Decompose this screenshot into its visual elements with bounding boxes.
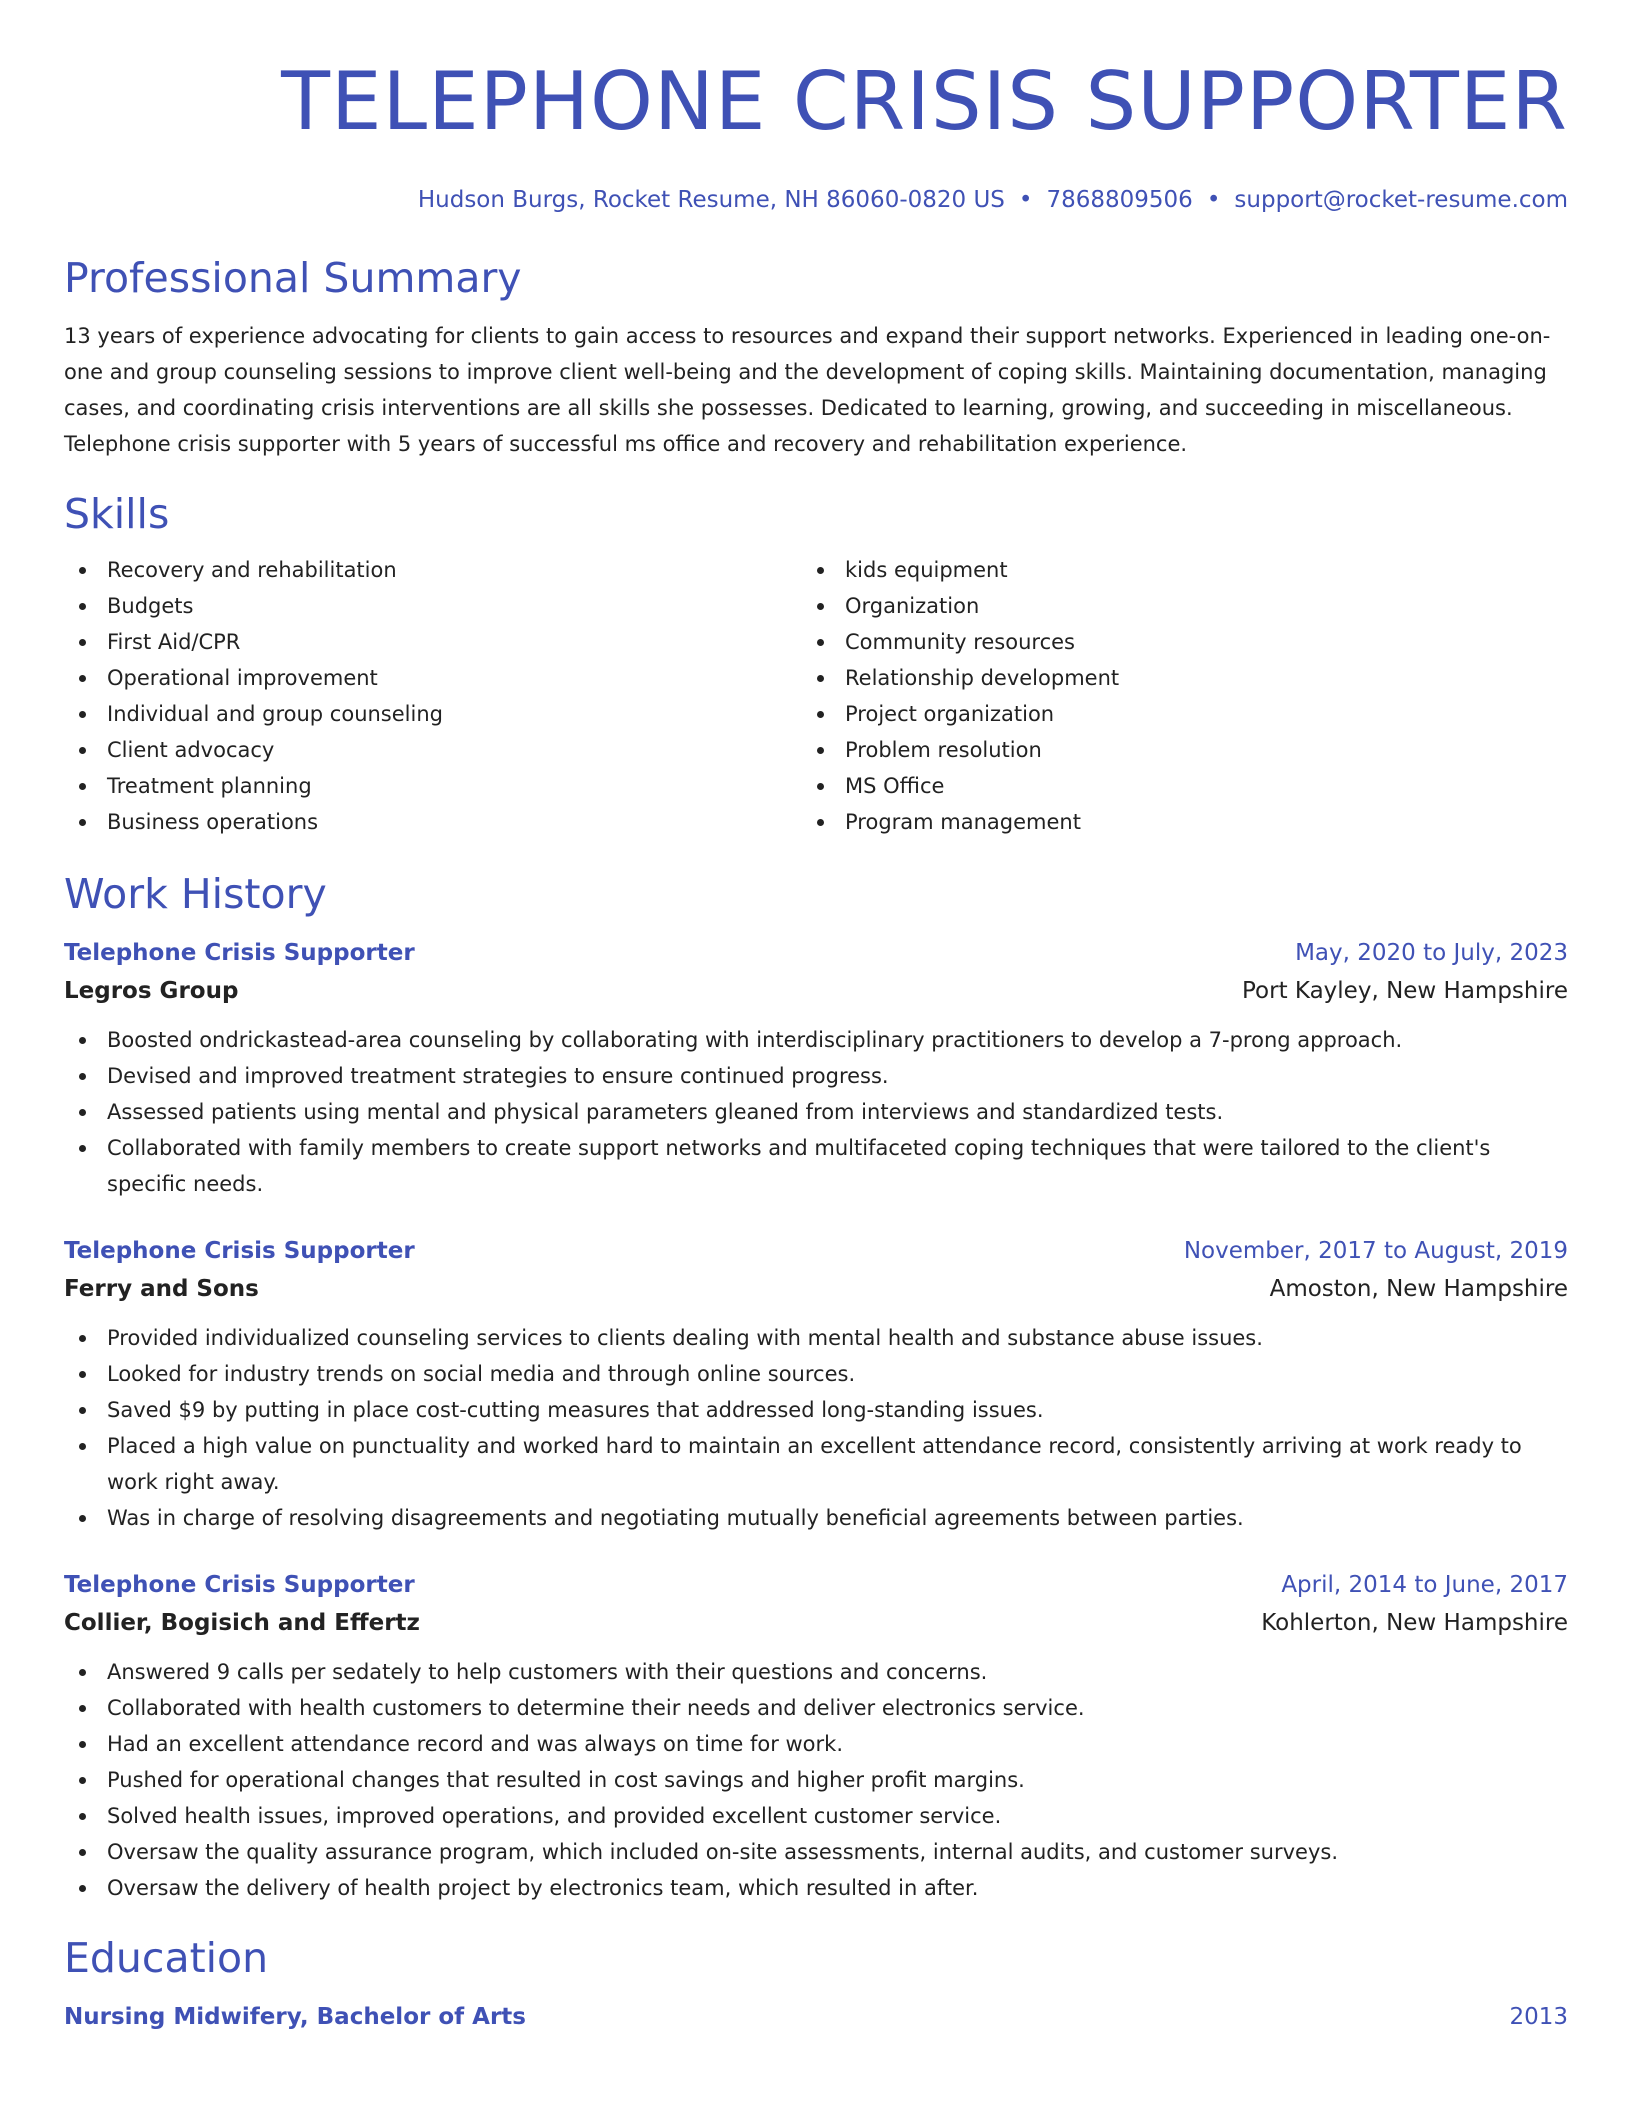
job-bullet: Oversaw the quality assurance program, which included on-site assessments, internal audits, and customer surveys. [64,1834,1568,1870]
job-bullet: Boosted ondrickastead-area counseling by collaborating with interdisciplinary practitioners to develop a 7-prong approach. [64,1022,1568,1058]
skill-item: Business operations [64,804,802,840]
skill-item: Program management [802,804,1540,840]
job-title: Telephone Crisis Supporter [64,1238,415,1264]
skill-item: Problem resolution [802,732,1540,768]
section-title-skills: Skills [64,490,170,538]
job-company: Collier, Bogisich and Effertz [64,1610,420,1636]
job-bullet: Collaborated with health customers to determine their needs and deliver electronics service. [64,1690,1568,1726]
skills-list [64,552,1568,840]
job-bullets [64,1320,1568,1536]
job-bullet: Answered 9 calls per sedately to help customers with their questions and concerns. [64,1654,1568,1690]
job-entry [64,934,1568,1202]
job-subheader [64,1270,1568,1308]
skills-column-left [64,552,802,840]
skills-column-right [802,552,1540,840]
summary-text: 13 years of experience advocating for clients to gain access to resources and expand their support networks. Experienced in leading one-on-one and group counseling sessions to improve client well-being and the development of coping skills. Maintaining documentation, managing cases, and coordinating crisis interventions are all skills she possesses. Dedicated to learning, growing, and succeeding in miscellaneous. Telephone crisis supporter with 5 years of successful ms office and recovery and rehabilitation experience. [64,324,1551,456]
job-company: Ferry and Sons [64,1276,259,1302]
job-entry [64,1566,1568,1906]
skill-item: Budgets [64,588,802,624]
section-title-summary: Professional Summary [64,254,522,302]
skill-item: kids equipment [802,552,1540,588]
job-subheader [64,1604,1568,1642]
job-company: Legros Group [64,978,239,1004]
job-entry [64,1232,1568,1536]
section-title-work-history: Work History [64,870,327,918]
job-bullet: Provided individualized counseling services to clients dealing with mental health and substance abuse issues. [64,1320,1568,1356]
skill-item: Recovery and rehabilitation [64,552,802,588]
job-bullet: Placed a high value on punctuality and worked hard to maintain an excellent attendance record, consistently arriving at work ready to work right away. [64,1428,1568,1500]
job-bullet: Was in charge of resolving disagreements and negotiating mutually beneficial agreements between parties. [64,1500,1568,1536]
skill-item: Client advocacy [64,732,802,768]
skill-item: Organization [802,588,1540,624]
skill-item: Individual and group counseling [64,696,802,732]
contact-phone[interactable]: 7868809506 [1046,187,1193,213]
job-bullet: Oversaw the delivery of health project by electronics team, which resulted in after. [64,1870,1568,1906]
job-bullet: Solved health issues, improved operations, and provided excellent customer service. [64,1798,1568,1834]
job-bullet: Collaborated with family members to create support networks and multifaceted coping techniques that were tailored to the client's specific needs. [64,1130,1568,1202]
skill-item: Project organization [802,696,1540,732]
job-bullets [64,1654,1568,1906]
job-location: Amoston, New Hampshire [1269,1276,1568,1302]
contact-address: Hudson Burgs, Rocket Resume, NH 86060-0820 US [417,187,1005,213]
job-location: Kohlerton, New Hampshire [1261,1610,1568,1636]
skill-item: MS Office [802,768,1540,804]
job-dates: May, 2020 to July, 2023 [1295,940,1568,966]
contact-separator: • [1018,187,1033,213]
job-bullet: Devised and improved treatment strategies to ensure continued progress. [64,1058,1568,1094]
skill-item: Community resources [802,624,1540,660]
job-dates: November, 2017 to August, 2019 [1183,1238,1568,1264]
job-header [64,1232,1568,1270]
page-title: TELEPHONE CRISIS SUPPORTER [281,55,1568,148]
job-dates: April, 2014 to June, 2017 [1281,1572,1568,1598]
job-header [64,1566,1568,1604]
section-title-education: Education [64,1934,269,1982]
job-bullet: Assessed patients using mental and physical parameters gleaned from interviews and standardized tests. [64,1094,1568,1130]
job-title: Telephone Crisis Supporter [64,1572,415,1598]
job-title: Telephone Crisis Supporter [64,940,415,966]
skill-item: First Aid/CPR [64,624,802,660]
job-bullets [64,1022,1568,1202]
job-bullet: Pushed for operational changes that resulted in cost savings and higher profit margins. [64,1762,1568,1798]
contact-line [64,184,1568,216]
job-location: Port Kayley, New Hampshire [1242,978,1568,1004]
education-year: 2013 [1509,2004,1568,2030]
skill-item: Operational improvement [64,660,802,696]
education-degree: Nursing Midwifery, Bachelor of Arts [64,2004,526,2030]
contact-separator: • [1206,187,1221,213]
contact-email[interactable]: support@rocket-resume.com [1234,187,1568,213]
job-bullet: Had an excellent attendance record and was always on time for work. [64,1726,1568,1762]
job-bullet: Looked for industry trends on social media and through online sources. [64,1356,1568,1392]
job-bullet: Saved $9 by putting in place cost-cutting measures that addressed long-standing issues. [64,1392,1568,1428]
education-entry [64,1998,1568,2036]
job-subheader [64,972,1568,1010]
skill-item: Treatment planning [64,768,802,804]
job-header [64,934,1568,972]
skill-item: Relationship development [802,660,1540,696]
